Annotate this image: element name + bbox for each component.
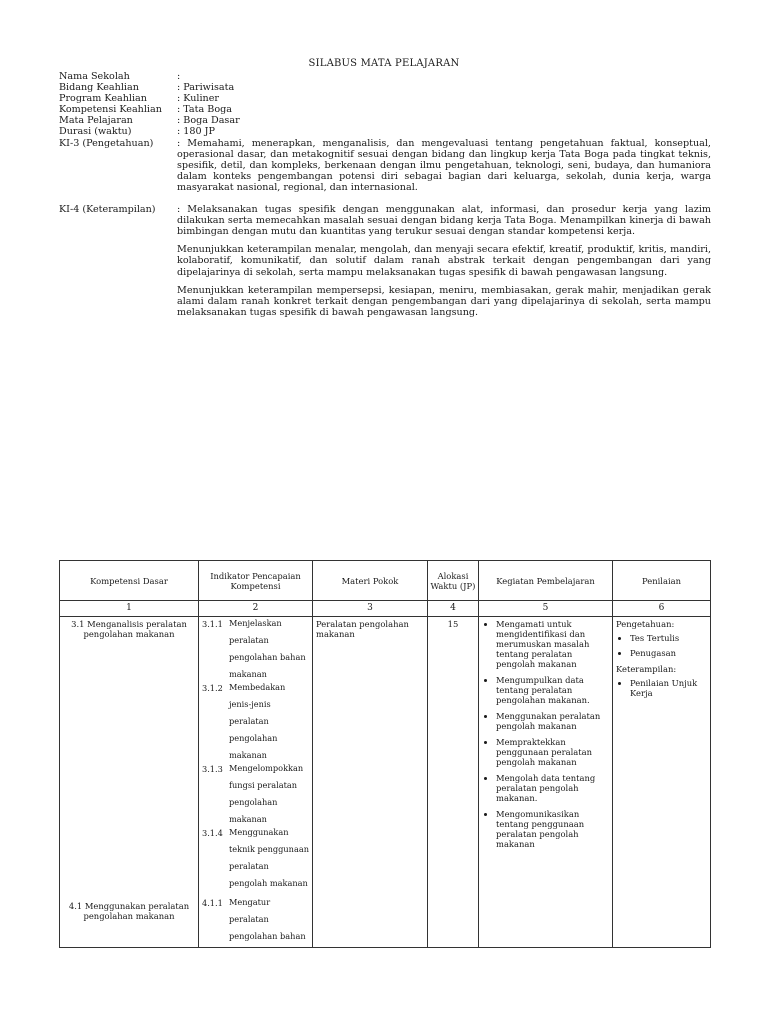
ki4-paragraph-3: Menunjukkan keterampilan mempersepsi, kesiapan, meniru, membiasakan, gerak mahir, menjadikan gerak alami dalam ranah konkret terkait dengan pengembangan dari yang dipelajarinya di sekolah, serta mampu melaksanakan tugas spesifik di bawah pengawasan langsung.	[177, 284, 711, 318]
column-number: 4	[428, 601, 479, 617]
keterampilan-label: Keterampilan:	[616, 664, 677, 674]
table-number-row	[60, 601, 711, 617]
alokasi-waktu-cell: 15	[428, 617, 479, 948]
indicator-item	[202, 683, 309, 764]
ki4-paragraph-2: Menunjukkan keterampilan menalar, mengolah, dan menyaji secara efektif, kreatif, produktif, kritis, mandiri, kolaboratif, komunikatif, dan solutif dalam ranah abstrak terkait dengan pengembangan dari yang dipelajarinya di sekolah, serta mampu melaksanakan tugas spesifik di bawah pengawasan langsung.	[177, 244, 711, 278]
list-item: • Mengolah data tentang peralatan pengolah makanan.	[496, 773, 609, 803]
header-kegiatan: Kegiatan Pembelajaran	[479, 561, 613, 601]
indicator-item	[202, 619, 309, 683]
info-row-bidang-keahlian	[59, 82, 711, 93]
kd-3-1: 3.1 Menganalisis peralatan pengolahan makanan	[71, 619, 187, 639]
info-row-nama-sekolah	[59, 71, 711, 82]
info-label: Mata Pelajaran	[59, 115, 133, 127]
info-row-program-keahlian	[59, 93, 711, 104]
indicator-text: Membedakan jenis-jenis peralatan pengolahan makanan	[229, 682, 286, 760]
header-indikator: Indikator Pencapaian Kompetensi	[199, 561, 313, 601]
ki3-label: KI-3 (Pengetahuan)	[59, 137, 154, 149]
info-label: Nama Sekolah	[59, 71, 130, 82]
indicator-text: Menjelaskan peralatan pengolahan bahan makanan	[229, 618, 306, 679]
info-value: : 180 JP	[177, 126, 215, 138]
indicator-text: Menggunakan teknik penggunaan peralatan pengolah makanan	[229, 827, 309, 888]
pengetahuan-label: Pengetahuan:	[616, 619, 675, 629]
table-header-row	[60, 561, 711, 601]
kd-4-1: 4.1 Menggunakan peralatan pengolahan makanan	[68, 901, 190, 921]
indicator-number: 3.1.4	[202, 828, 223, 838]
ki4-label: KI-4 (Keterampilan)	[59, 204, 156, 216]
indicator-item	[202, 764, 309, 828]
info-value: :	[177, 71, 181, 82]
list-item: • Mengamati untuk mengidentifikasi dan merumuskan masalah tentang peralatan pengolah makanan	[496, 619, 609, 669]
column-number: 5	[479, 601, 613, 617]
ki3-row	[59, 138, 711, 193]
info-label: Kompetensi Keahlian	[59, 104, 162, 116]
column-number: 2	[199, 601, 313, 617]
column-number: 6	[613, 601, 711, 617]
indicator-number: 3.1.1	[202, 619, 223, 629]
indicator-item	[202, 898, 309, 945]
indicator-number: 3.1.2	[202, 683, 223, 693]
indicator-item	[202, 828, 309, 892]
ki4-content	[177, 204, 711, 318]
keterampilan-list	[616, 678, 707, 698]
header-kompetensi-dasar: Kompetensi Dasar	[60, 561, 199, 601]
kompetensi-dasar-cell	[60, 617, 199, 948]
info-label: Bidang Keahlian	[59, 82, 139, 94]
ki3-text: : Memahami, menerapkan, menganalisis, dan mengevaluasi tentang pengetahuan faktual, konseptual, operasional dasar, dan metakognitif sesuai dengan bidang dan lingkup kerja Tata Boga pada tingkat teknis, spesifik, detil, dan kompleks, berkenaan dengan ilmu pengetahuan, teknologi, seni, budaya, dan humaniora dalam konteks pengembangan potensi diri sebagai bagian dari keluarga, sekolah, dunia kerja, warga masyarakat nasional, regional, dan internasional.	[177, 137, 711, 193]
indicator-number: 4.1.1	[202, 898, 223, 908]
materi-pokok-cell: Peralatan pengolahan makanan	[313, 617, 428, 948]
list-item: • Menggunakan peralatan pengolah makanan	[496, 711, 609, 731]
kegiatan-list	[482, 619, 609, 849]
ki4-row	[59, 204, 711, 318]
info-value: : Kuliner	[177, 93, 219, 105]
info-row-mata-pelajaran	[59, 115, 711, 126]
list-item: • Penilaian Unjuk Kerja	[630, 678, 707, 698]
indicator-text: Mengatur peralatan pengolahan bahan	[229, 897, 306, 941]
header-alokasi-waktu: Alokasi Waktu (JP)	[428, 561, 479, 601]
indicator-number: 3.1.3	[202, 764, 223, 774]
list-item: • Tes Tertulis	[630, 633, 707, 643]
info-label: Program Keahlian	[59, 93, 147, 105]
table-row	[60, 617, 711, 948]
document-title: SILABUS MATA PELAJARAN	[308, 58, 460, 69]
column-number: 1	[60, 601, 199, 617]
info-value: : Pariwisata	[177, 82, 235, 94]
kegiatan-cell	[479, 617, 613, 948]
syllabus-table	[59, 560, 711, 948]
indikator-cell	[199, 617, 313, 948]
info-block	[59, 71, 711, 318]
indicator-text: Mengelompokkan fungsi peralatan pengolahan makanan	[229, 763, 304, 824]
header-materi-pokok: Materi Pokok	[313, 561, 428, 601]
penilaian-cell	[613, 617, 711, 948]
list-item: • Mengomunikasikan tentang penggunaan peralatan pengolah makanan	[496, 809, 609, 849]
ki4-paragraph-1: : Melaksanakan tugas spesifik dengan menggunakan alat, informasi, dan prosedur kerja yang lazim dilakukan serta memecahkan masalah sesuai dengan bidang kerja Tata Boga. Menampilkan kinerja di bawah bimbingan dengan mutu dan kuantitas yang terukur sesuai dengan standar kompetensi kerja.	[177, 204, 711, 238]
list-item: • Penugasan	[630, 648, 707, 658]
info-row-durasi	[59, 126, 711, 137]
list-item: • Mengumpulkan data tentang peralatan pengolahan makanan.	[496, 675, 609, 705]
info-label: Durasi (waktu)	[59, 126, 132, 138]
info-value: : Tata Boga	[177, 104, 232, 116]
list-item: • Mempraktekkan penggunaan peralatan pengolah makanan	[496, 737, 609, 767]
column-number: 3	[313, 601, 428, 617]
info-row-kompetensi-keahlian	[59, 104, 711, 115]
pengetahuan-list	[616, 633, 707, 658]
header-penilaian: Penilaian	[613, 561, 711, 601]
info-value: : Boga Dasar	[177, 115, 240, 127]
